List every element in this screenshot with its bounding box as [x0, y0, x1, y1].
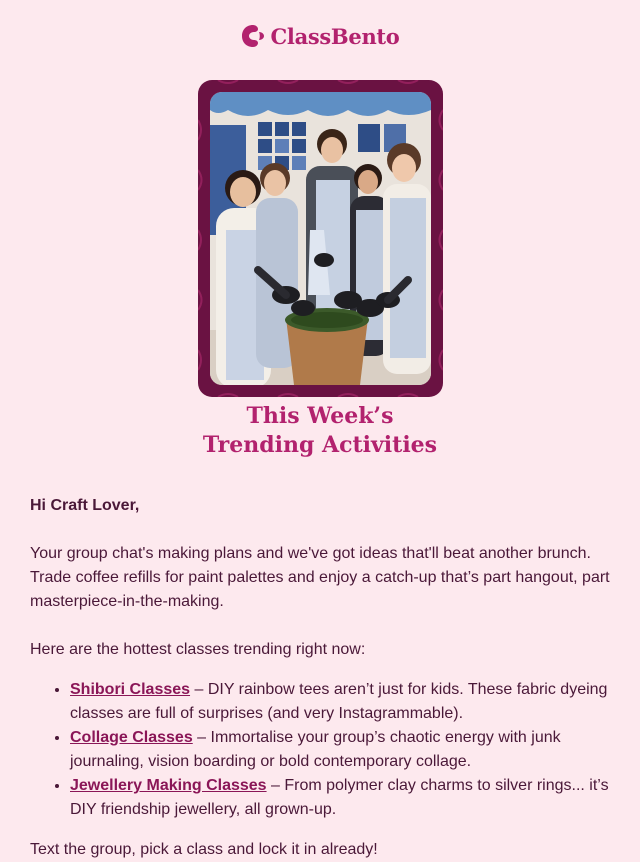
headline-line-2: Trending Activities [202, 432, 438, 458]
hero-headline [0, 402, 640, 460]
list-item-description: – Immortalise your group’s chaotic energy with junk journaling, vision boarding or bold contemporary collage. [70, 729, 561, 770]
greeting: Hi Craft Lover, [30, 497, 140, 514]
classbento-logo[interactable] [0, 20, 640, 52]
lead-paragraph: Here are the hottest classes trending right now: [30, 641, 366, 658]
class-list [30, 678, 620, 822]
hero-photo [198, 80, 443, 397]
list-item-description: – DIY rainbow tees aren’t just for kids. These fabric dyeing classes are full of surprises (and very Instagrammable). [70, 681, 608, 722]
list-item [70, 678, 620, 726]
list-item [70, 774, 620, 822]
list-item-description: – From polymer clay charms to silver rings... it’s DIY friendship jewellery, all grown-up. [70, 777, 609, 818]
closing-paragraph: Text the group, pick a class and lock it in already! [30, 841, 378, 858]
list-item [70, 726, 620, 774]
jewellery-making-classes-link[interactable]: Jewellery Making Classes [70, 777, 267, 794]
collage-classes-link[interactable]: Collage Classes [70, 729, 193, 746]
headline-line-1: This Week’s [246, 403, 394, 429]
logo-wordmark: ClassBento [270, 23, 400, 49]
shibori-classes-link[interactable]: Shibori Classes [70, 681, 191, 698]
email-body [30, 494, 620, 862]
classbento-logo-icon [240, 23, 266, 49]
intro-paragraph: Your group chat's making plans and we've got ideas that'll beat another brunch. Trade coffee refills for paint palettes and enjoy a catch-up that’s part hangout, part masterpiece-in-the-making. [30, 545, 610, 610]
